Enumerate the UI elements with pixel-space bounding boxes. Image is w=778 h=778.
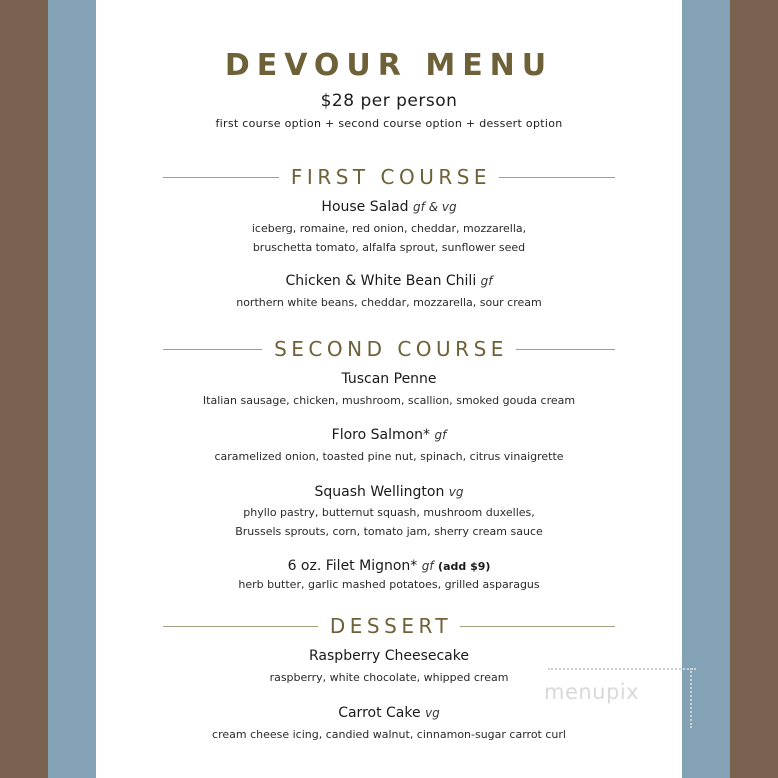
item-description: bruschetta tomato, alfalfa sprout, sunflower seed: [252, 241, 526, 254]
section-title: DESSERT: [329, 614, 453, 638]
price-addon: (add $9): [438, 560, 491, 573]
dietary-tag: gf & vg: [413, 200, 457, 214]
menu-item-squash-wellington: [96, 482, 682, 502]
item-description: herb butter, garlic mashed potatoes, grilled asparagus: [238, 578, 540, 591]
item-description: Italian sausage, chicken, mushroom, scallion, smoked gouda cream: [202, 394, 576, 407]
item-name: Squash Wellington: [314, 484, 445, 500]
item-name: 6 oz. Filet Mignon*: [287, 558, 418, 574]
item-description: phyllo pastry, butternut squash, mushroom duxelles,: [243, 506, 535, 519]
item-description: northern white beans, cheddar, mozzarella, sour cream: [236, 296, 542, 309]
item-name: House Salad: [321, 199, 409, 215]
section-title: FIRST COURSE: [290, 165, 492, 189]
menu-structure: first course option + second course option + dessert option: [215, 117, 563, 130]
item-name: Floro Salmon*: [331, 427, 431, 443]
left-blue-band: [48, 0, 96, 778]
watermark-dots: [690, 668, 692, 728]
menu-item-raspberry-cheesecake: [96, 646, 682, 666]
menu-title: DEVOUR MENU: [224, 48, 554, 83]
divider-line: [460, 626, 615, 627]
divider-line: [163, 626, 318, 627]
dietary-tag: gf: [421, 559, 434, 573]
watermark-dots: [548, 668, 696, 670]
menu-item-tuscan-penne: [96, 369, 682, 389]
menu-price: $28 per person: [320, 91, 458, 111]
dietary-tag: vg: [448, 485, 464, 499]
item-description: Brussels sprouts, corn, tomato jam, sherry cream sauce: [235, 525, 543, 538]
item-name: Carrot Cake: [338, 705, 421, 721]
divider-line: [499, 177, 615, 178]
section-heading-dessert: [163, 612, 615, 640]
menu-item-house-salad: [96, 197, 682, 217]
menu-item-carrot-cake: [96, 703, 682, 723]
section-title: SECOND COURSE: [274, 337, 508, 361]
item-description: cream cheese icing, candied walnut, cinnamon-sugar carrot curl: [212, 728, 566, 741]
dietary-tag: gf: [480, 274, 493, 288]
item-description: caramelized onion, toasted pine nut, spinach, citrus vinaigrette: [214, 450, 564, 463]
item-name: Tuscan Penne: [341, 371, 437, 387]
dietary-tag: gf: [434, 428, 447, 442]
section-heading-first-course: [163, 163, 615, 191]
item-description: iceberg, romaine, red onion, cheddar, mozzarella,: [251, 222, 527, 235]
menu-page: [96, 0, 682, 778]
watermark-text: menupix: [544, 680, 640, 704]
divider-line: [163, 349, 262, 350]
item-name: Raspberry Cheesecake: [309, 648, 469, 664]
dietary-tag: vg: [425, 706, 440, 720]
menu-item-chicken-chili: [96, 271, 682, 291]
menu-item-filet-mignon: [96, 556, 682, 577]
section-heading-second-course: [163, 335, 615, 363]
item-name: Chicken & White Bean Chili: [285, 273, 477, 289]
divider-line: [163, 177, 279, 178]
item-description: raspberry, white chocolate, whipped cream: [269, 671, 509, 684]
menu-item-floro-salmon: [96, 425, 682, 445]
right-blue-band: [682, 0, 730, 778]
divider-line: [516, 349, 615, 350]
